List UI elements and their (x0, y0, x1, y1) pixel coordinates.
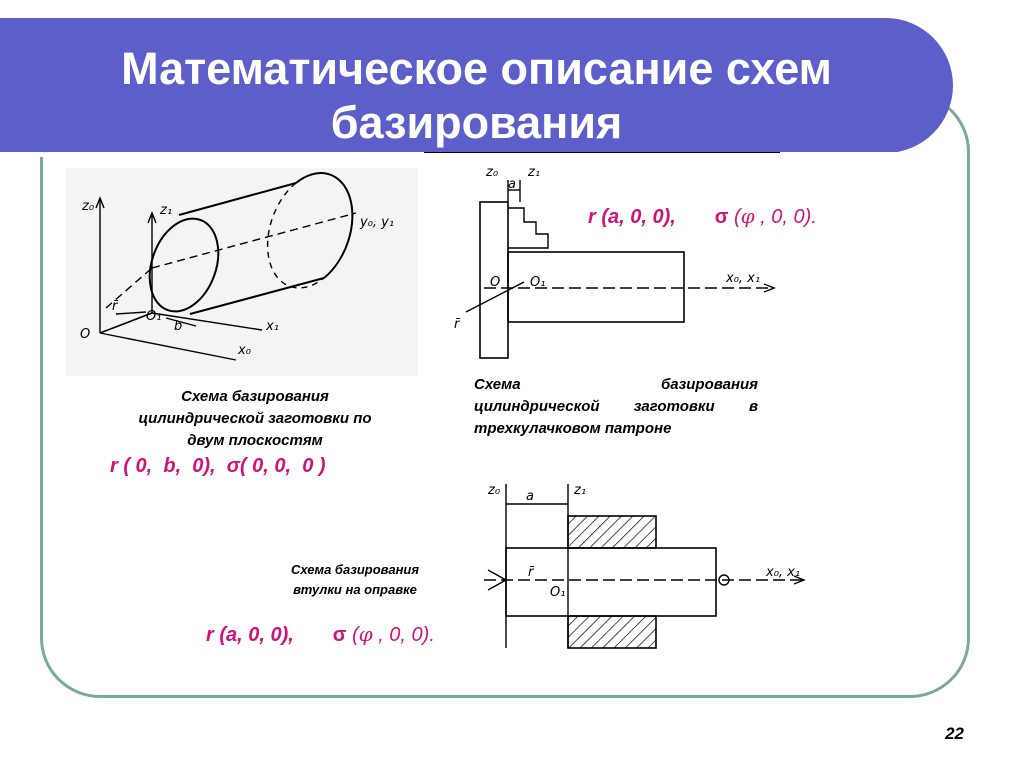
bushing-label-a: a (526, 489, 534, 504)
label-z0: z₀ (82, 199, 95, 214)
right-caption: Схема базирования цилиндрической заготовки в трехкулачковом патроне (474, 376, 758, 437)
label-o: O (80, 327, 91, 342)
chuck-drawing (424, 152, 780, 360)
label-r: r̄ (112, 299, 118, 314)
slide-title (0, 42, 953, 150)
label-y0y1: y₀, y₁ (360, 215, 395, 230)
bushing-label-x0x1: x₀, x₁ (766, 565, 801, 580)
chuck-label-z0: z₀ (486, 165, 499, 180)
chuck-label-o: O (490, 275, 501, 290)
left-caption: Схема базирования цилиндрической заготовки по двум плоскостям (138, 388, 372, 449)
chuck-label-a: a (508, 177, 516, 192)
chuck-label-o1: O₁ (530, 275, 546, 290)
cylinder-two-planes-drawing (66, 168, 418, 376)
title-bar (0, 18, 953, 153)
title-line-1: Математическое описание схем (121, 43, 832, 94)
page-number: 22 (945, 724, 964, 743)
label-o1: O₁ (146, 309, 162, 324)
chuck-drawing-labels (454, 165, 760, 332)
label-b: b (174, 319, 183, 334)
bushing-label-o1: O₁ (550, 585, 566, 600)
bushing-label-z1: z₁ (574, 483, 587, 498)
left-formula: r ( 0, b, 0), σ( 0, 0, 0 ) (110, 455, 326, 477)
label-x0: x₀ (238, 343, 251, 358)
chuck-label-r: r̄ (454, 317, 460, 332)
bottom-formula: r (a, 0, 0), σ (φ , 0, 0). (206, 622, 435, 646)
bushing-mandrel-drawing (484, 472, 814, 652)
chuck-label-x0x1: x₀, x₁ (726, 271, 761, 286)
chuck-label-z1: z₁ (528, 165, 541, 180)
bushing-caption: Схема базирования втулки на оправке (290, 562, 420, 597)
label-x1: x₁ (266, 319, 279, 334)
bushing-label-r: r̄ (528, 565, 534, 580)
label-z1: z₁ (160, 203, 173, 218)
title-line-2: базирования (330, 97, 623, 148)
bushing-label-z0: z₀ (488, 483, 501, 498)
top-formula: r (a, 0, 0), σ (φ , 0, 0). (588, 204, 817, 228)
